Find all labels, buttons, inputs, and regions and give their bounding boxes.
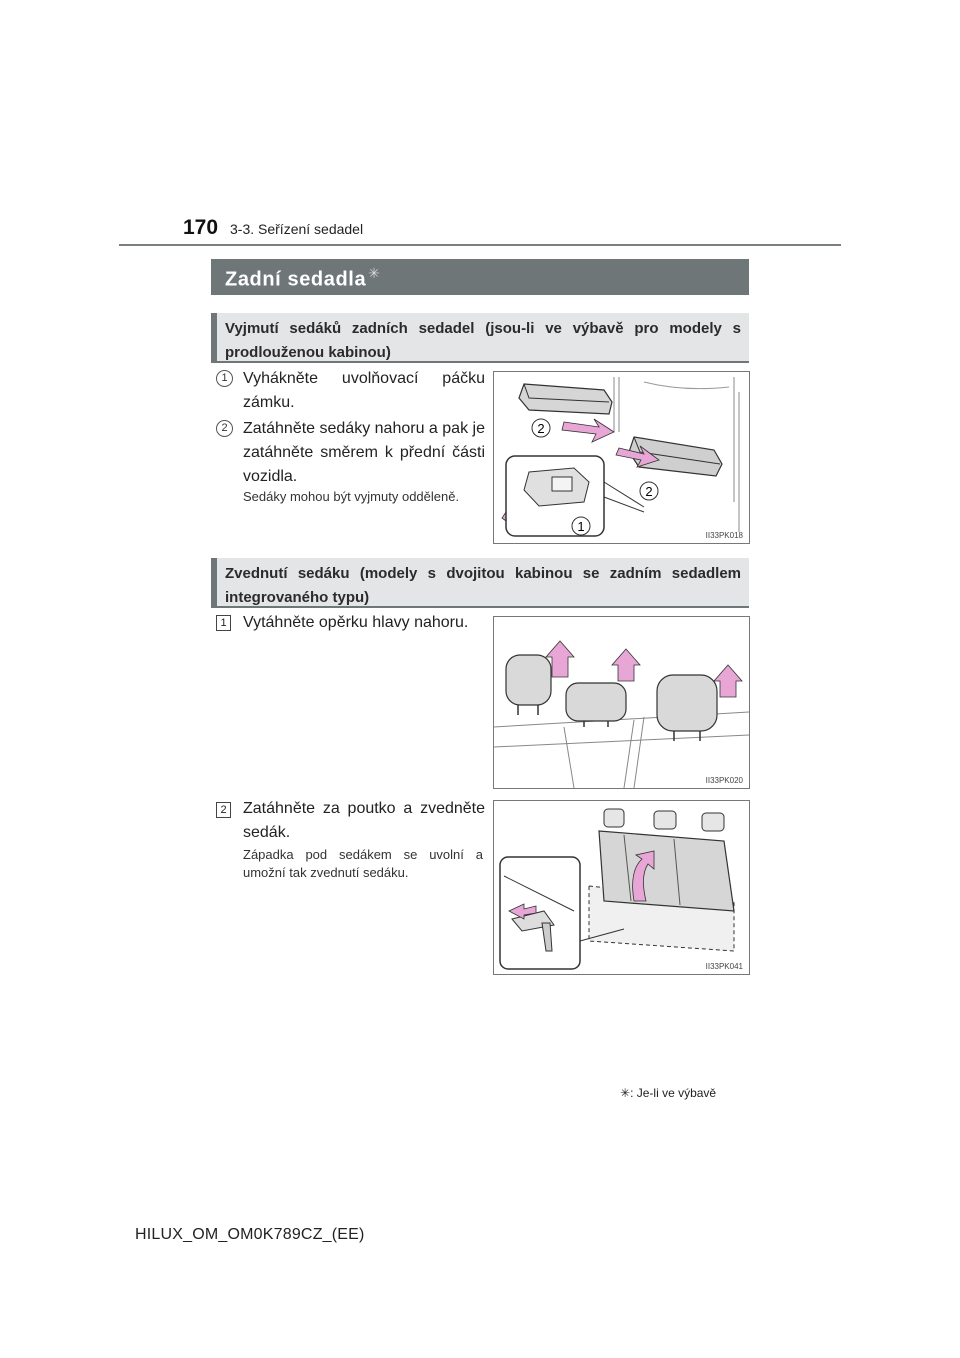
header-rule	[119, 244, 841, 246]
step-note: Západka pod sedákem se uvolní a umožní tak zvednutí sedáku.	[243, 847, 483, 880]
figure-code: II33PK041	[705, 962, 743, 971]
figure-headrests	[493, 616, 750, 789]
section-heading-raise-cushion	[211, 558, 749, 608]
headrest-illustration	[494, 617, 749, 788]
step-badge-1: 1	[216, 615, 231, 631]
footnote-text: : Je-li ve výbavě	[630, 1086, 717, 1100]
step-1-text: Vyhákněte uvolňovací páčku zámku.	[243, 370, 485, 411]
section-heading-remove-cushions	[211, 313, 749, 363]
page-title-bar	[211, 259, 749, 295]
figure-remove-cushion	[493, 371, 750, 544]
figure-raise-cushion	[493, 800, 750, 975]
optional-star-icon: ✳	[620, 1086, 631, 1100]
step-badge-2: 2	[216, 420, 233, 437]
optional-star-icon: ✳	[368, 265, 381, 281]
section-heading-text: Vyjmutí sedáků zadních sedadel (jsou-li ve výbavě pro modely s prodlouženou kabinou)	[225, 320, 741, 361]
callout-2-upper: 2	[537, 421, 545, 436]
cushion-removal-illustration	[494, 372, 749, 543]
section-heading-text: Zvednutí sedáku (modely s dvojitou kabinou se zadním sedadlem integrovaného typu)	[225, 565, 741, 606]
document-id: HILUX_OM_OM0K789CZ_(EE)	[135, 1226, 365, 1243]
footnote	[620, 1086, 716, 1100]
figure-code: II33PK018	[705, 531, 743, 540]
step-note: Sedáky mohou být vyjmuty odděleně.	[243, 489, 460, 504]
figure-code: II33PK020	[705, 776, 743, 785]
step-2-text: Zatáhněte za poutko a zvedněte sedák.	[243, 800, 485, 841]
callout-2-lower: 2	[645, 484, 653, 499]
cushion-raise-illustration	[494, 801, 749, 974]
step-badge-1: 1	[216, 370, 233, 387]
step-2-text: Zatáhněte sedáky nahoru a pak je zatáhněte směrem k přední části vozidla.	[243, 420, 485, 485]
section-breadcrumb: 3-3. Seřízení sedadel	[230, 221, 364, 237]
page-title	[225, 265, 381, 292]
page-number: 170	[183, 216, 219, 239]
step-badge-2: 2	[216, 802, 231, 818]
callout-1: 1	[577, 519, 585, 534]
page-title-label: Zadní sedadla	[225, 268, 367, 291]
step-1-text: Vytáhněte opěrku hlavy nahoru.	[243, 614, 469, 631]
